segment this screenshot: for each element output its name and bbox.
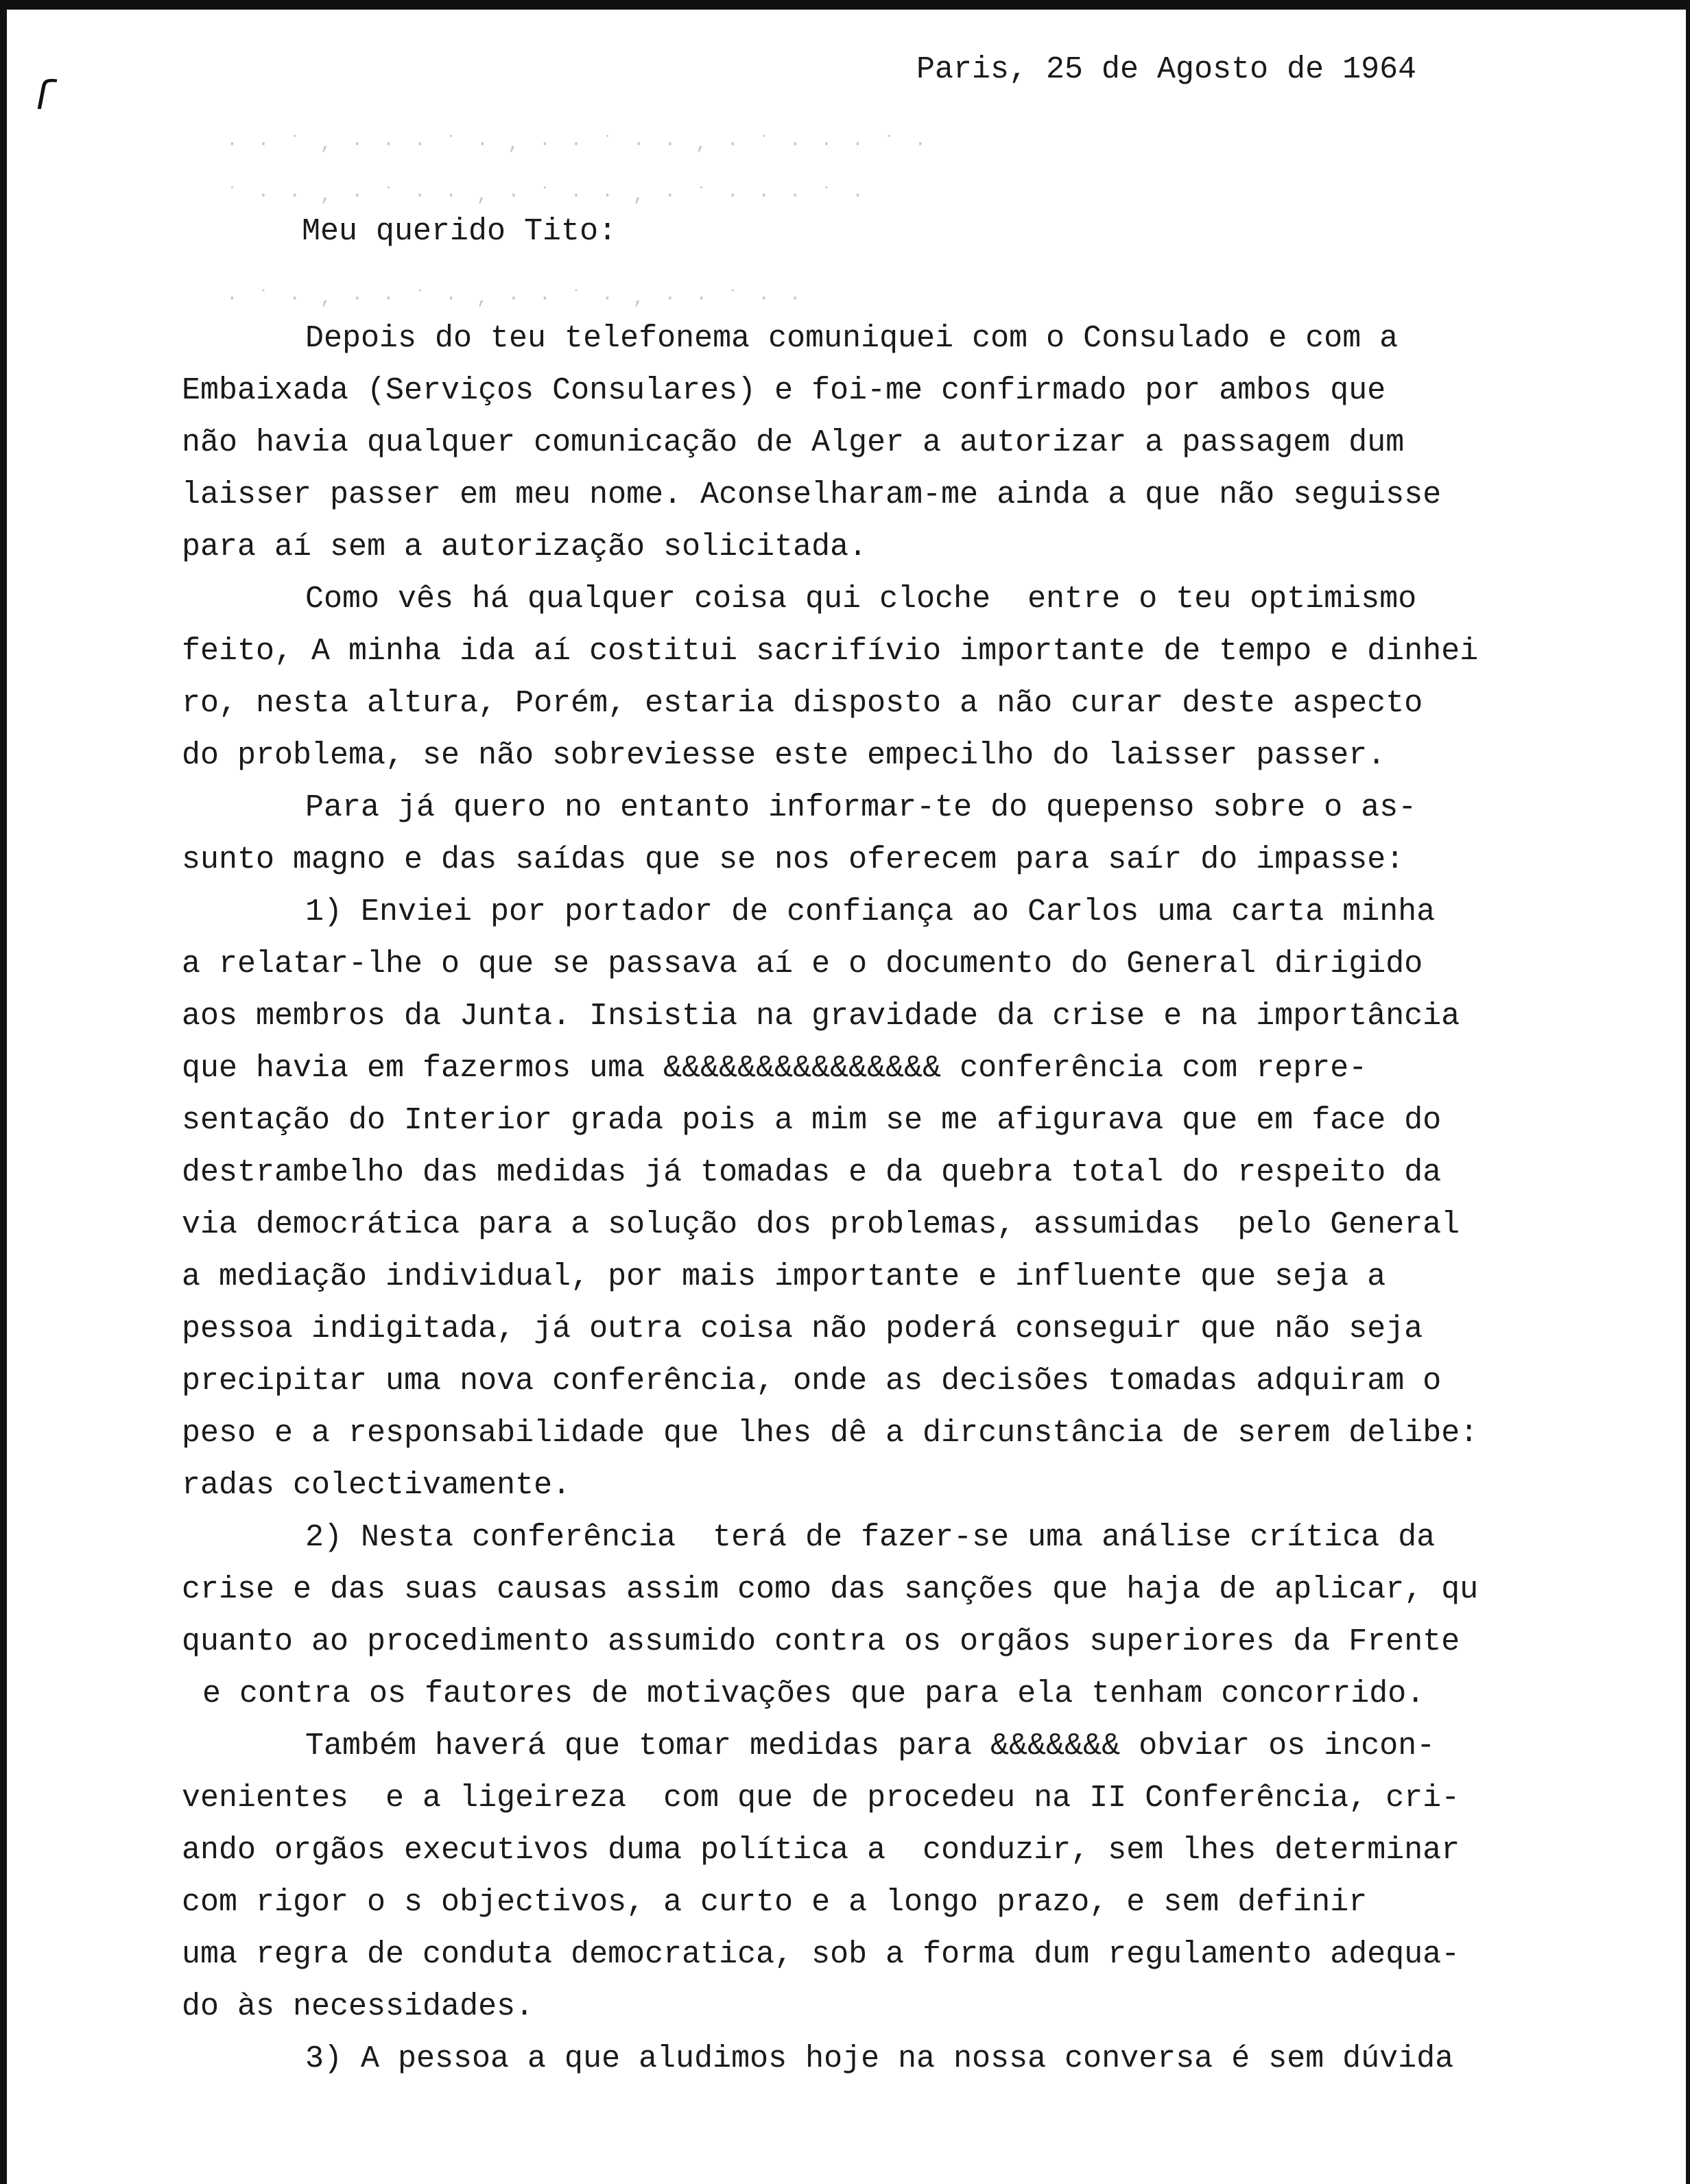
body-line: pessoa indigitada, já outra coisa não poderá conseguir que não seja <box>182 1311 1423 1346</box>
body-line: destrambelho das medidas já tomadas e da quebra total do respeito da <box>182 1155 1442 1190</box>
letter-body <box>182 313 1677 2085</box>
body-line: Também haverá que tomar medidas para &&&&&&& obviar os incon- <box>305 1729 1436 1764</box>
body-line: via democrática para a solução dos problemas, assumidas pelo General <box>182 1207 1460 1242</box>
bleed-through-noise: · · ˙ , · · · ˙ · , · · ˙ · · , · ˙ · · · ˙ · <box>226 134 931 155</box>
body-line: para aí sem a autorização solicitada. <box>182 530 868 565</box>
body-line: do problema, se não sobreviesse este empecilho do laisser passer. <box>182 738 1386 773</box>
body-line: peso e a responsabilidade que lhes dê a dircunstância de serem delibe: <box>182 1416 1479 1451</box>
body-line: radas colectivamente. <box>182 1468 571 1503</box>
body-line: laisser passer em meu nome. Aconselharam-me ainda a que não seguisse <box>182 477 1442 512</box>
body-line: Para já quero no entanto informar-te do quepenso sobre o as- <box>305 790 1417 825</box>
scan-border-top <box>0 0 1690 10</box>
bleed-through-noise: · ˙ · , · · ˙ · , · · ˙ · , · · ˙ · · <box>226 288 805 309</box>
letter-salutation: Meu querido Tito: <box>302 214 617 249</box>
body-line: ando orgãos executivos duma política a conduzir, sem lhes determinar <box>182 1833 1460 1868</box>
body-line: e contra os fautores de motivações que para ela tenham concorrido. <box>202 1676 1425 1711</box>
body-line: Depois do teu telefonema comuniquei com o Consulado e com a <box>305 321 1399 356</box>
body-line: ro, nesta altura, Porém, estaria disposto a não curar deste aspecto <box>182 686 1423 721</box>
body-line: que havia em fazermos uma &&&&&&&&&&&&&&& conferência com repre- <box>182 1051 1368 1086</box>
margin-mark: ſ <box>32 75 57 122</box>
letter-date: Paris, 25 de Agosto de 1964 <box>916 52 1417 87</box>
body-line: a relatar-lhe o que se passava aí e o documento do General dirigido <box>182 947 1423 982</box>
body-line: Como vês há qualquer coisa qui cloche entre o teu optimismo <box>305 582 1417 617</box>
body-line: quanto ao procedimento assumido contra os orgãos superiores da Frente <box>182 1624 1460 1659</box>
body-line: do às necessidades. <box>182 1989 534 2024</box>
body-line: precipitar uma nova conferência, onde as decisões tomadas adquiram o <box>182 1364 1442 1399</box>
scan-border-left <box>0 0 7 2184</box>
body-line: a mediação individual, por mais importante e influente que seja a <box>182 1259 1386 1294</box>
body-line: sentação do Interior grada pois a mim se me afigurava que em face do <box>182 1103 1442 1138</box>
body-line: sunto magno e das saídas que se nos oferecem para saír do impasse: <box>182 842 1405 877</box>
scan-border-right <box>1686 0 1690 2184</box>
body-line: crise e das suas causas assim como das sanções que haja de aplicar, qu <box>182 1572 1479 1607</box>
body-line: Embaixada (Serviços Consulares) e foi-me confirmado por ambos que <box>182 373 1386 408</box>
body-line: venientes e a ligeireza com que de procedeu na II Conferência, cri- <box>182 1781 1460 1816</box>
body-line: não havia qualquer comunicação de Alger a autorizar a passagem dum <box>182 425 1405 460</box>
body-line: com rigor o s objectivos, a curto e a longo prazo, e sem definir <box>182 1885 1368 1920</box>
bleed-through-noise: ˙ · · , · ˙ · · , · ˙ · · , · ˙ · · · ˙ · <box>226 185 868 206</box>
body-line: uma regra de conduta democratica, sob a forma dum regulamento adequa- <box>182 1937 1460 1972</box>
body-line: feito, A minha ida aí costitui sacrifívio importante de tempo e dinhei <box>182 634 1479 669</box>
body-line: 2) Nesta conferência terá de fazer-se uma análise crítica da <box>305 1520 1436 1555</box>
body-line: 3) A pessoa a que aludimos hoje na nossa conversa é sem dúvida <box>305 2041 1454 2076</box>
body-line: 1) Enviei por portador de confiança ao Carlos uma carta minha <box>305 894 1436 929</box>
body-line: aos membros da Junta. Insistia na gravidade da crise e na importância <box>182 999 1460 1034</box>
